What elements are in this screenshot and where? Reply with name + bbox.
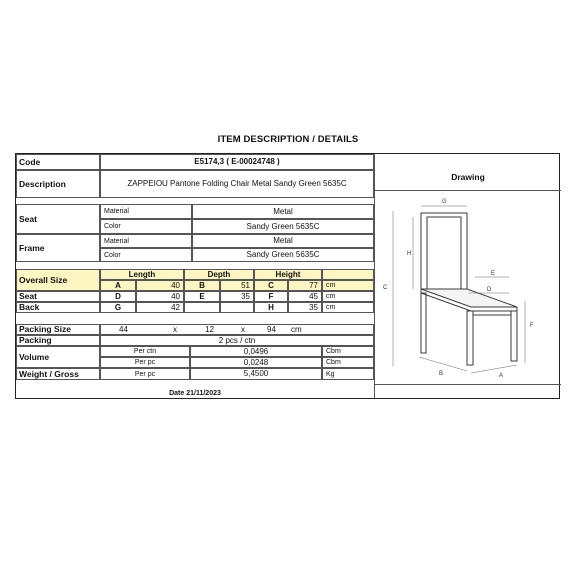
- drawing-title: Drawing: [451, 172, 485, 182]
- size-cell-v1: 40: [136, 291, 184, 302]
- drawing-box: [375, 190, 561, 385]
- front-leg-right: [511, 311, 517, 361]
- packing-size-row: [100, 324, 374, 335]
- unit-header: [322, 269, 374, 280]
- letter-f: F: [530, 323, 534, 329]
- size-cell-k3: F: [254, 291, 288, 302]
- packing-label: Packing: [16, 335, 100, 346]
- frame-color-label: Color: [100, 248, 192, 262]
- packing-x2: x: [241, 324, 245, 334]
- frame-color-value: Sandy Green 5635C: [192, 248, 374, 262]
- volume-unit-2: Cbm: [322, 357, 374, 368]
- size-cell-k1: G: [100, 302, 136, 313]
- length-header: Length: [100, 269, 184, 280]
- packing-length: 44: [119, 324, 128, 334]
- size-cell-v2: [220, 302, 254, 313]
- size-cell-k1: D: [100, 291, 136, 302]
- size-cell-k2: [184, 302, 220, 313]
- front-leg-left: [467, 311, 473, 365]
- packing-width: 12: [205, 324, 214, 334]
- packing-size-label: Packing Size: [16, 324, 100, 335]
- volume-label: Volume: [16, 346, 100, 368]
- volume-per-ctn-label: Per ctn: [100, 346, 190, 357]
- description-label: Description: [16, 170, 100, 198]
- size-cell-k2: E: [184, 291, 220, 302]
- letter-g: G: [442, 199, 447, 205]
- letter-b: B: [439, 371, 444, 377]
- size-cell-v3: 77: [288, 280, 322, 291]
- size-row-label: Seat: [16, 291, 100, 302]
- seat-material-value: Metal: [192, 204, 374, 219]
- size-cell-v1: 40: [136, 280, 184, 291]
- size-cell-k1: A: [100, 280, 136, 291]
- size-cell-unit: cm: [322, 280, 374, 291]
- size-cell-v2: 51: [220, 280, 254, 291]
- size-cell-v2: 35: [220, 291, 254, 302]
- overall-size-label: Overall Size: [16, 269, 100, 291]
- chair-backrest: [421, 213, 467, 289]
- size-cell-v3: 35: [288, 302, 322, 313]
- drawing-panel: [374, 154, 561, 398]
- size-cell-v1: 42: [136, 302, 184, 313]
- frame-material-label: Material: [100, 234, 192, 248]
- weight-label: Weight / Gross: [16, 368, 100, 380]
- letter-a: A: [499, 373, 504, 379]
- page-title: ITEM DESCRIPTION / DETAILS: [217, 134, 359, 145]
- chair-diagram: [375, 191, 562, 386]
- frame-material-value: Metal: [192, 234, 374, 248]
- packing-height: 94: [267, 324, 276, 334]
- volume-per-pc-label: Per pc: [100, 357, 190, 368]
- dim-a: [471, 365, 517, 373]
- weight-value: 5,4500: [190, 368, 322, 380]
- dim-b: [419, 357, 467, 371]
- size-cell-k3: C: [254, 280, 288, 291]
- weight-per-pc-label: Per pc: [100, 368, 190, 380]
- description-value: ZAPPEIOU Pantone Folding Chair Metal Sandy Green 5635C: [100, 170, 374, 198]
- code-label: Code: [16, 154, 100, 170]
- seat-material-label: Material: [100, 204, 192, 219]
- spec-sheet: [15, 153, 560, 399]
- frame-label: Frame: [16, 234, 100, 262]
- volume-per-ctn-value: 0,0496: [190, 346, 322, 357]
- size-row-label: Back: [16, 302, 100, 313]
- size-cell-k3: H: [254, 302, 288, 313]
- letter-e: E: [491, 271, 496, 277]
- letter-h: H: [407, 251, 412, 257]
- volume-per-pc-value: 0,0248: [190, 357, 322, 368]
- back-leg-rear: [421, 293, 426, 353]
- size-cell-unit: cm: [322, 302, 374, 313]
- volume-unit-1: Cbm: [322, 346, 374, 357]
- depth-header: Depth: [184, 269, 254, 280]
- size-cell-v3: 45: [288, 291, 322, 302]
- seat-color-value: Sandy Green 5635C: [192, 219, 374, 234]
- letter-d: D: [487, 287, 492, 293]
- size-cell-k2: B: [184, 280, 220, 291]
- seat-label: Seat: [16, 204, 100, 234]
- date-label: Date 21/11/2023: [169, 389, 221, 397]
- size-cell-unit: cm: [322, 291, 374, 302]
- height-header: Height: [254, 269, 322, 280]
- weight-unit: Kg: [322, 368, 374, 380]
- packing-unit: cm: [291, 324, 302, 334]
- seat-color-label: Color: [100, 219, 192, 234]
- packing-x1: x: [173, 324, 177, 334]
- code-value: E5174,3 ( E-00024748 ): [100, 154, 374, 170]
- packing-value: 2 pcs / ctn: [100, 335, 374, 346]
- chair-frame: [421, 213, 517, 365]
- letter-c: C: [383, 285, 388, 291]
